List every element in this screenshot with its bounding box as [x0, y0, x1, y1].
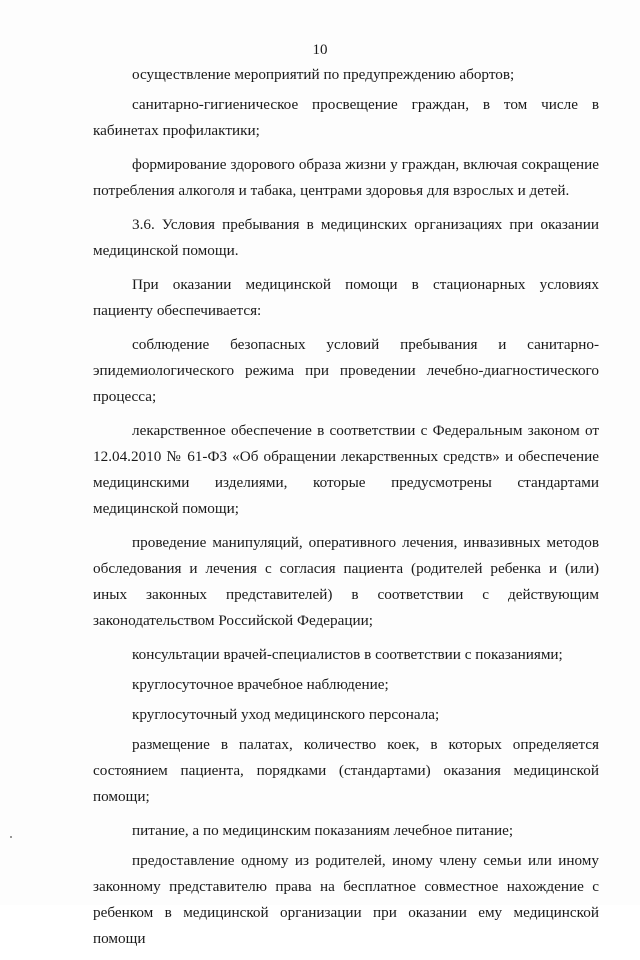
scan-speck — [10, 836, 12, 838]
paragraph: питание, а по медицинским показаниям лечебное питание; — [132, 822, 514, 839]
paragraph: круглосуточное врачебное наблюдение; — [132, 676, 389, 693]
paragraph: круглосуточный уход медицинского персонала; — [132, 706, 440, 723]
paragraph: формирование здорового образа жизни у граждан, включая сокращение потребления алкоголя и табака, центрами здоровья для взрослых и детей. — [93, 156, 599, 199]
paragraph: соблюдение безопасных условий пребывания и санитарно-эпидемиологического режима при проведении лечебно-диагностического процесса; — [93, 336, 599, 405]
paragraph: лекарственное обеспечение в соответствии с Федеральным законом от 12.04.2010 № 61-ФЗ «Об обращении лекарственных средств» и обеспечение медицинскими изделиями, которые предусмотрены стандартами медицинской помощи; — [93, 422, 599, 517]
page-number: 10 — [312, 42, 328, 58]
document-body — [93, 62, 599, 960]
paragraph: размещение в палатах, количество коек, в которых определяется состоянием пациента, порядками (стандартами) оказания медицинской помощи; — [93, 736, 599, 805]
paragraph: санитарно-гигиеническое просвещение граждан, в том числе в кабинетах профилактики; — [93, 96, 599, 139]
paragraph: проведение манипуляций, оперативного лечения, инвазивных методов обследования и лечения с согласия пациента (родителей ребенка и (или) иных законных представителей) в соответствии с действующим законодательством Российской Федерации; — [93, 534, 599, 629]
paragraph: При оказании медицинской помощи в стационарных условиях пациенту обеспечивается: — [93, 276, 599, 319]
section-heading: 3.6. Условия пребывания в медицинских организациях при оказании медицинской помощи. — [93, 216, 599, 259]
paragraph: предоставление одному из родителей, иному члену семьи или иному законному представителю права на бесплатное совместное нахождение с ребенком в медицинской организации при оказании ему медицинской помощи — [93, 852, 599, 947]
paragraph: осуществление мероприятий по предупреждению абортов; — [132, 66, 515, 83]
paragraph: консультации врачей-специалистов в соответствии с показаниями; — [132, 646, 563, 663]
